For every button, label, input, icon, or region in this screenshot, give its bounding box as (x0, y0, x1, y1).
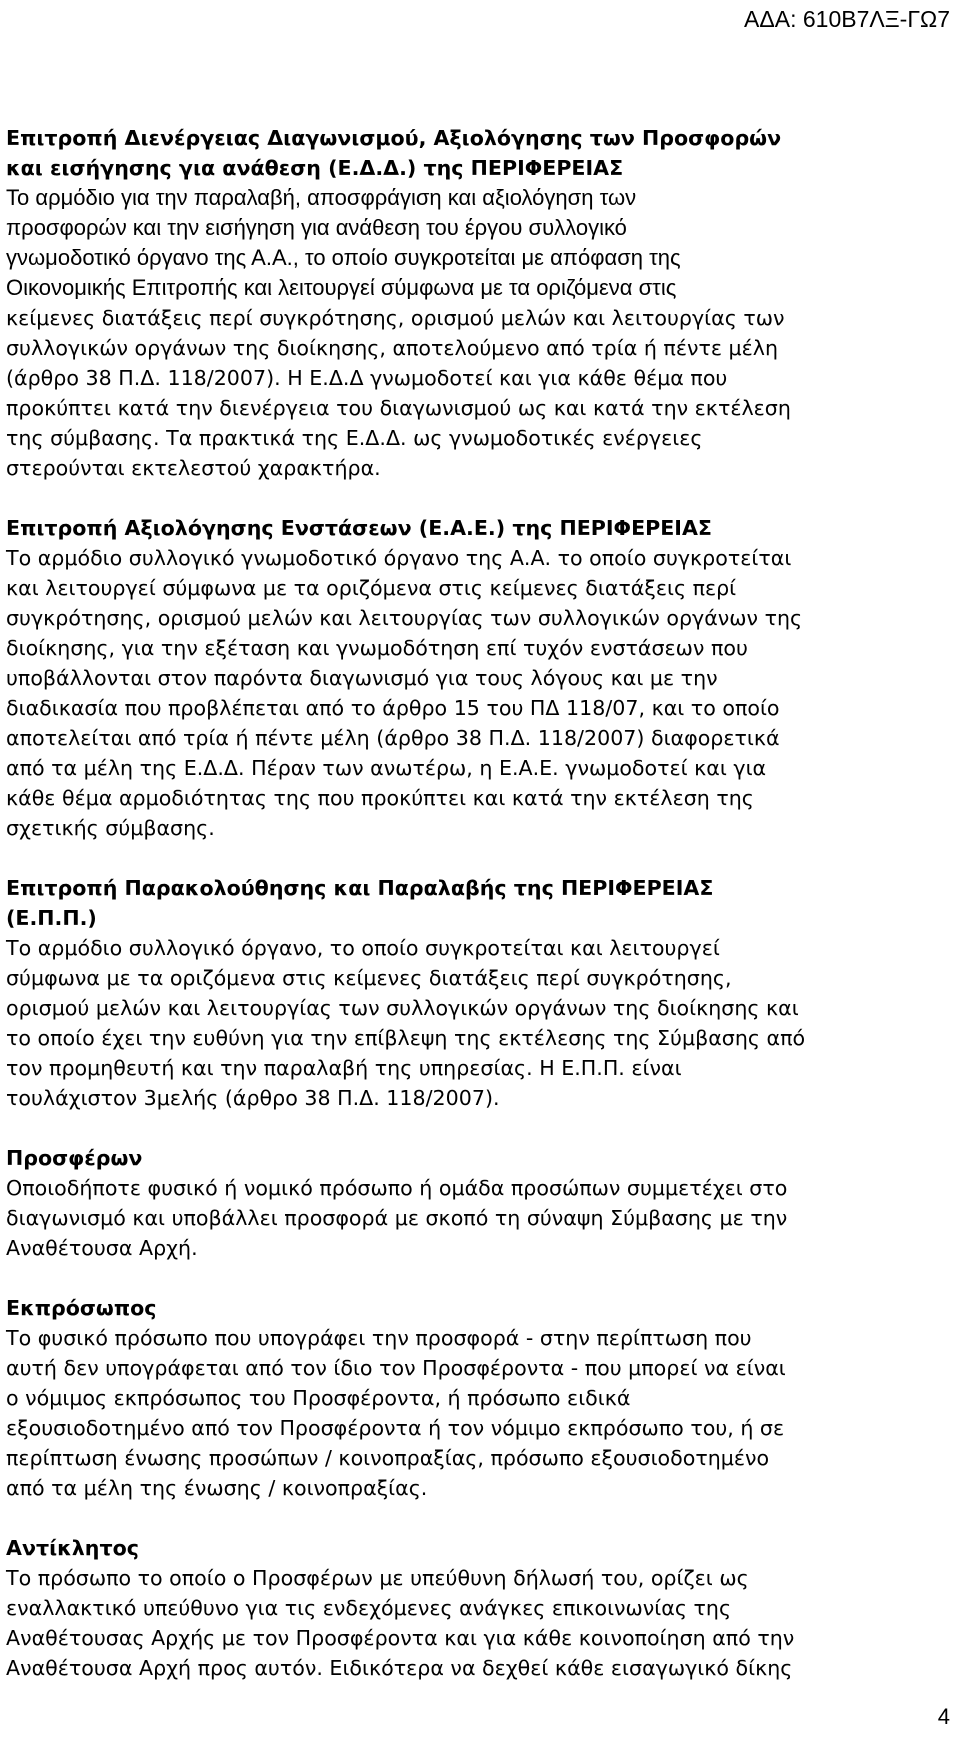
heading-edd: Επιτροπή Διενέργειας Διαγωνισμού, Αξιολόγησης των Προσφορών (6, 126, 782, 150)
heading-eae: Επιτροπή Αξιολόγησης Ενστάσεων (Ε.Α.Ε.) της ΠΕΡΙΦΕΡΕΙΑΣ (6, 516, 712, 540)
paragraph-line: Το αρμόδιο συλλογικό γνωμοδοτικό όργανο της Α.Α. το οποίο συγκροτείται (6, 546, 792, 570)
paragraph-line: (άρθρο 38 Π.Δ. 118/2007). Η Ε.Δ.Δ γνωμοδοτεί και για κάθε θέμα που (6, 366, 728, 390)
heading-ekprosopos: Εκπρόσωπος (6, 1296, 157, 1320)
heading-epp-cont: (Ε.Π.Π.) (6, 906, 97, 930)
paragraph-line: Οικονομικής Επιτροπής και λειτουργεί σύμφωνα με τα οριζόμενα στις (6, 275, 677, 300)
heading-edd-cont: και εισήγησης για ανάθεση (Ε.Δ.Δ.) της ΠΕΡΙΦΕΡΕΙΑΣ (6, 156, 624, 180)
heading-antiklitos: Αντίκλητος (6, 1536, 139, 1560)
paragraph-line: Το αρμόδιο για την παραλαβή, αποσφράγιση και αξιολόγηση των (6, 185, 637, 210)
paragraph-line: Το πρόσωπο το οποίο ο Προσφέρων με υπεύθυνη δήλωσή του, ορίζει ως (6, 1566, 749, 1590)
paragraph-line: εξουσιοδοτημένο από τον Προσφέροντα ή τον νόμιμο εκπρόσωπο του, ή σε (6, 1416, 785, 1440)
paragraph-line: κάθε θέμα αρμοδιότητας της που προκύπτει και κατά την εκτέλεση της (6, 786, 754, 810)
paragraph-line: τουλάχιστον 3μελής (άρθρο 38 Π.Δ. 118/2007). (6, 1086, 500, 1110)
paragraph-line: το οποίο έχει την ευθύνη για την επίβλεψη της εκτέλεσης της Σύμβασης από (6, 1026, 806, 1050)
paragraph-line: Το αρμόδιο συλλογικό όργανο, το οποίο συγκροτείται και λειτουργεί (6, 936, 720, 960)
paragraph-line: ορισμού μελών και λειτουργίας των συλλογικών οργάνων της διοίκησης και (6, 996, 799, 1020)
paragraph-line: Αναθέτουσα Αρχή προς αυτόν. Ειδικότερα να δεχθεί κάθε εισαγωγικό δίκης (6, 1656, 793, 1680)
paragraph-line: αποτελείται από τρία ή πέντε μέλη (άρθρο 38 Π.Δ. 118/2007) διαφορετικά (6, 726, 780, 750)
paragraph-line: συγκρότησης, ορισμού μελών και λειτουργίας των συλλογικών οργάνων της (6, 606, 803, 630)
paragraph-line: εναλλακτικό υπεύθυνο για τις ενδεχόμενες ανάγκες επικοινωνίας της (6, 1596, 732, 1620)
paragraph-line: προσφορών και την εισήγηση για ανάθεση του έργου συλλογικό (6, 215, 627, 240)
paragraph-line: διαδικασία που προβλέπεται από το άρθρο 15 του ΠΔ 118/07, και το οποίο (6, 696, 780, 720)
document-id-header: ΑΔΑ: 610Β7ΛΞ-ΓΩ7 (744, 6, 950, 32)
paragraph-line: σύμφωνα με τα οριζόμενα στις κείμενες διατάξεις περί συγκρότησης, (6, 966, 732, 990)
paragraph-line: Το φυσικό πρόσωπο που υπογράφει την προσφορά - στην περίπτωση που (6, 1326, 752, 1350)
heading-epp: Επιτροπή Παρακολούθησης και Παραλαβής της ΠΕΡΙΦΕΡΕΙΑΣ (6, 876, 714, 900)
paragraph-line: της σύμβασης. Τα πρακτικά της Ε.Δ.Δ. ως γνωμοδοτικές ενέργειες (6, 426, 703, 450)
paragraph-line: υποβάλλονται στον παρόντα διαγωνισμό για τους λόγους και με την (6, 666, 718, 690)
paragraph-line: από τα μέλη της ένωσης / κοινοπραξίας. (6, 1476, 428, 1500)
paragraph-line: αυτή δεν υπογράφεται από τον ίδιο τον Προσφέροντα - που μπορεί να είναι (6, 1356, 786, 1380)
paragraph-line: ο νόμιμος εκπρόσωπος του Προσφέροντα, ή πρόσωπο ειδικά (6, 1386, 631, 1410)
paragraph-line: από τα μέλη της Ε.Δ.Δ. Πέραν των ανωτέρω, η Ε.Α.Ε. γνωμοδοτεί και για (6, 756, 767, 780)
paragraph-line: Αναθέτουσας Αρχής με τον Προσφέροντα και για κάθε κοινοποίηση από την (6, 1626, 795, 1650)
paragraph-line: τον προμηθευτή και την παραλαβή της υπηρεσίας. Η Ε.Π.Π. είναι (6, 1056, 682, 1080)
paragraph-line: Αναθέτουσα Αρχή. (6, 1236, 198, 1260)
paragraph-line: σχετικής σύμβασης. (6, 816, 215, 840)
paragraph-line: στερούνται εκτελεστού χαρακτήρα. (6, 456, 381, 480)
paragraph-line: διαγωνισμό και υποβάλλει προσφορά με σκοπό τη σύναψη Σύμβασης με την (6, 1206, 788, 1230)
page-number: 4 (937, 1704, 950, 1729)
heading-prosferon: Προσφέρων (6, 1146, 143, 1170)
paragraph-line: διοίκησης, για την εξέταση και γνωμοδότηση επί τυχόν ενστάσεων που (6, 636, 748, 660)
paragraph-line: προκύπτει κατά την διενέργεια του διαγωνισμού ως και κατά την εκτέλεση (6, 396, 791, 420)
paragraph-line: και λειτουργεί σύμφωνα με τα οριζόμενα στις κείμενες διατάξεις περί (6, 576, 737, 600)
paragraph-line: κείμενες διατάξεις περί συγκρότησης, ορισμού μελών και λειτουργίας των (6, 306, 785, 330)
paragraph-line: γνωμοδοτικό όργανο της Α.Α., το οποίο συγκροτείται με απόφαση της (6, 245, 681, 270)
paragraph-line: συλλογικών οργάνων της διοίκησης, αποτελούμενο από τρία ή πέντε μέλη (6, 336, 779, 360)
paragraph-line: Οποιοδήποτε φυσικό ή νομικό πρόσωπο ή ομάδα προσώπων συμμετέχει στο (6, 1176, 788, 1200)
paragraph-line: περίπτωση ένωσης προσώπων / κοινοπραξίας, πρόσωπο εξουσιοδοτημένο (6, 1446, 770, 1470)
